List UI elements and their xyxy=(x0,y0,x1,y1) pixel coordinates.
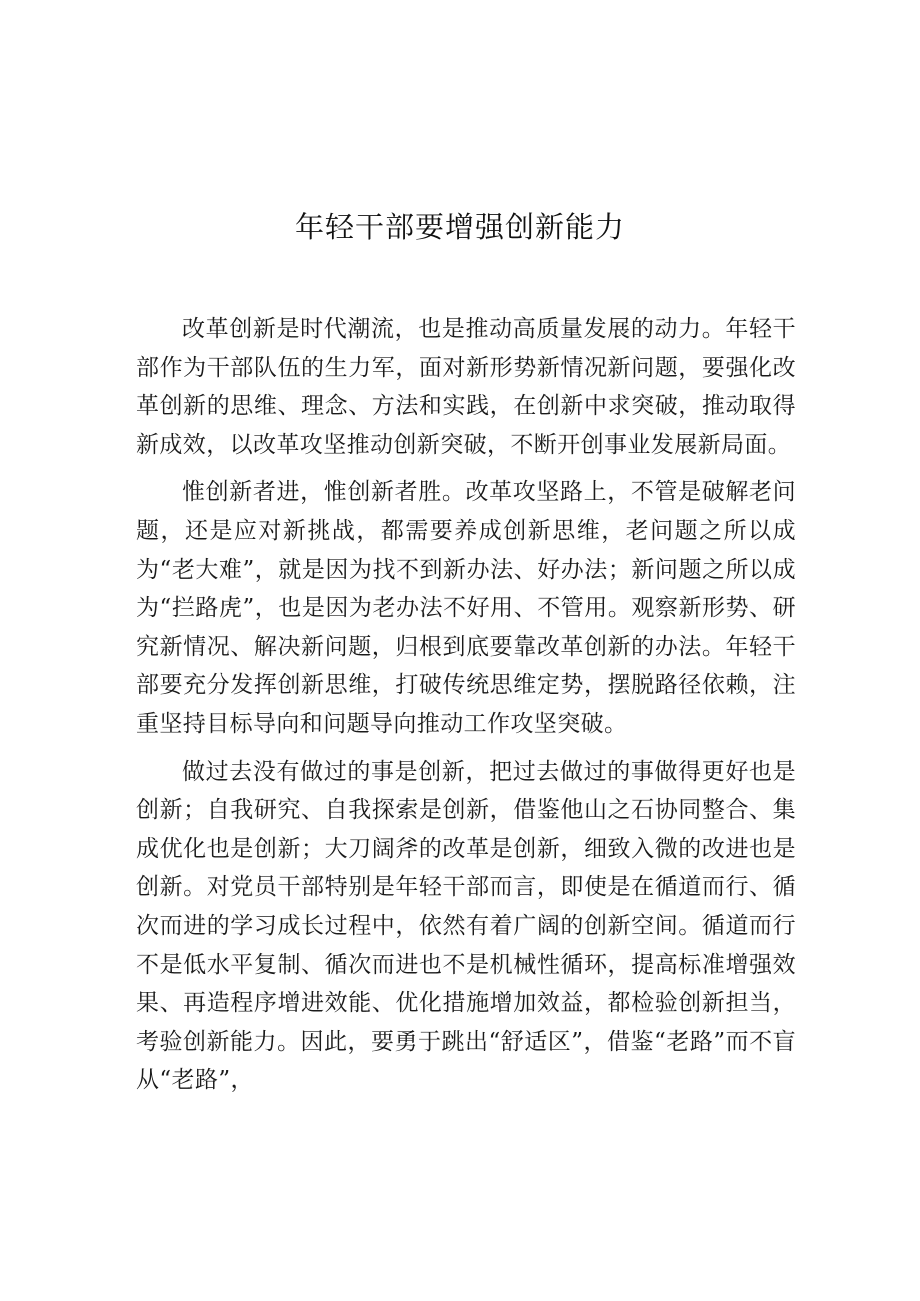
paragraph-2: 惟创新者进，惟创新者胜。改革攻坚路上，不管是破解老问题，还是应对新挑战，都需要养成创新思维，老问题之所以成为“老大难”，就是因为找不到新办法、好办法；新问题之所以成为“拦路虎”，也是因为老办法不好用、不管用。观察新形势、研究新情况、解决新问题，归根到底要靠改革创新的办法。年轻干部要充分发挥创新思维，打破传统思维定势，摆脱路径依赖，注重坚持目标导向和问题导向推动工作攻坚突破。 xyxy=(136,479,796,737)
document-body xyxy=(136,310,796,1109)
paragraph-1: 改革创新是时代潮流，也是推动高质量发展的动力。年轻干部作为干部队伍的生力军，面对新形势新情况新问题，要强化改革创新的思维、理念、方法和实践，在创新中求突破，推动取得新成效，以改革攻坚推动创新突破，不断开创事业发展新局面。 xyxy=(136,316,796,458)
paragraph-3: 做过去没有做过的事是创新，把过去做过的事做得更好也是创新；自我研究、自我探索是创新，借鉴他山之石协同整合、集成优化也是创新；大刀阔斧的改革是创新，细致入微的改进也是创新。对党员干部特别是年轻干部而言，即使是在循道而行、循次而进的学习成长过程中，依然有着广阔的创新空间。循道而行不是低水平复制、循次而进也不是机械性循环，提高标准增强效果、再造程序增进效能、优化措施增加效益，都检验创新担当，考验创新能力。因此，要勇于跳出“舒适区”，借鉴“老路”而不盲从“老路”， xyxy=(136,758,796,1094)
document-title: 年轻干部要增强创新能力 xyxy=(294,210,625,244)
